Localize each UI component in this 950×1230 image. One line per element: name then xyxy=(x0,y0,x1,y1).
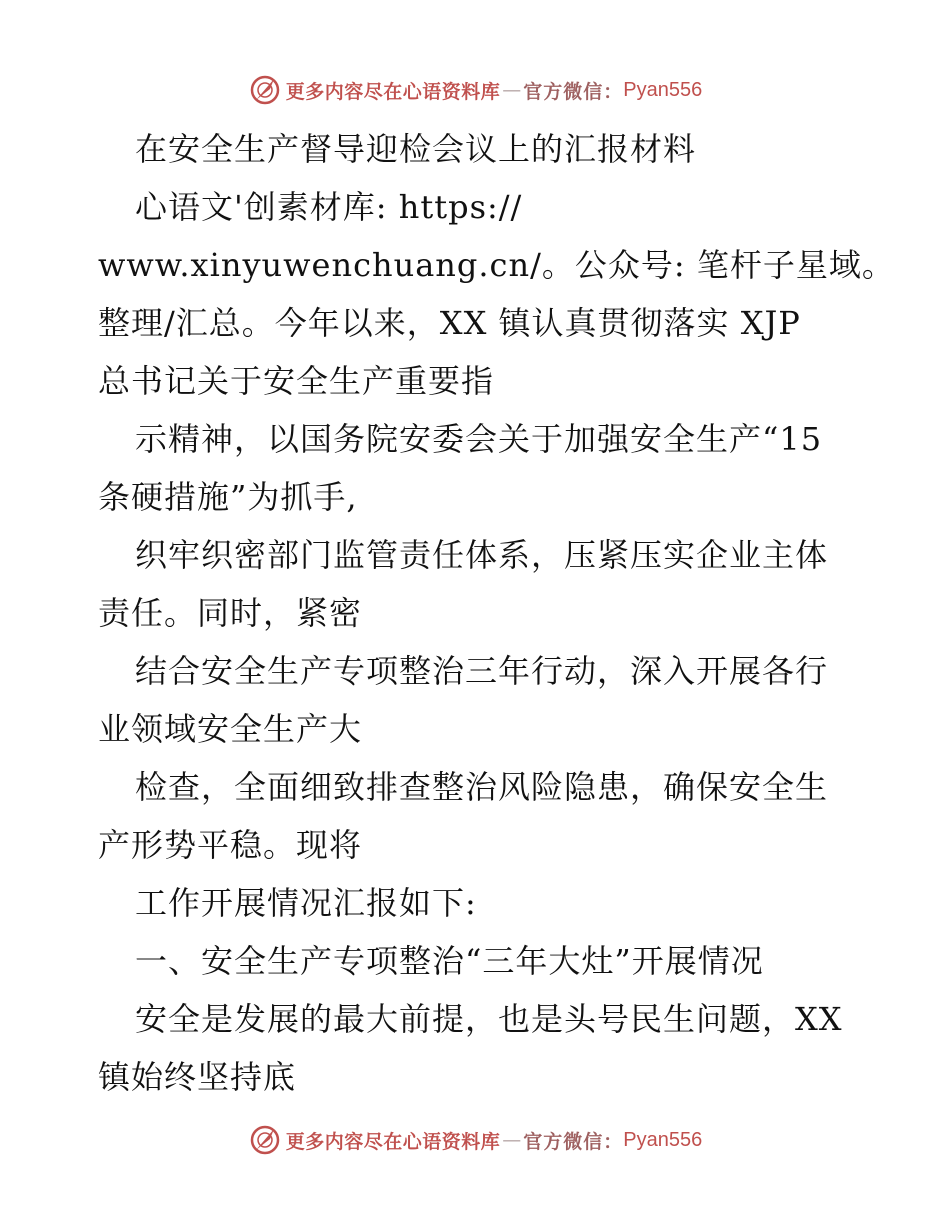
footer-banner-separator: — xyxy=(502,1129,522,1151)
footer-banner-wechat-id: Pyan556 xyxy=(623,1128,703,1151)
document-title: 在安全生产督导迎检会议上的汇报材料 xyxy=(135,130,697,168)
footer-watermark-banner xyxy=(0,1120,950,1160)
header-banner-wechat-label: 官方微信： xyxy=(523,80,624,103)
text-line: 结合安全生产专项整治三年行动，深入开展各行 xyxy=(135,652,829,690)
text-line: www.xinyuwenchuang.cn/。公众号: 笔杆子星域。 xyxy=(98,246,895,284)
text-line: 安全是发展的最大前提，也是头号民生问题，XX xyxy=(135,1000,843,1038)
text-line: 心语文'创素材库: https:// xyxy=(135,188,523,226)
text-line: 总书记关于安全生产重要指 xyxy=(98,362,495,400)
text-line: 业领域安全生产大 xyxy=(98,710,363,748)
header-watermark-banner xyxy=(0,70,950,110)
footer-banner-text: 更多内容尽在心语资料库 xyxy=(285,1130,501,1153)
quill-logo-icon xyxy=(248,1123,282,1157)
text-line: 示精神，以国务院安委会关于加强安全生产“15 xyxy=(135,420,823,458)
text-line: 工作开展情况汇报如下: xyxy=(135,884,477,922)
footer-banner-wechat-label: 官方微信： xyxy=(523,1130,624,1153)
quill-logo-icon xyxy=(248,73,282,107)
header-banner-separator: — xyxy=(502,79,522,101)
text-line: 镇始终坚持底 xyxy=(98,1058,297,1096)
text-line: 条硬措施”为抓手, xyxy=(98,478,358,516)
section-heading: 一、安全生产专项整治“三年大灶”开展情况 xyxy=(135,942,764,980)
text-line: 织牢织密部门监管责任体系，压紧压实企业主体 xyxy=(135,536,829,574)
text-line: 检查，全面细致排查整治风险隐患，确保安全生 xyxy=(135,768,829,806)
header-banner-wechat-id: Pyan556 xyxy=(623,78,703,101)
text-line: 整理/汇总。今年以来，XX 镇认真贯彻落实 XJP xyxy=(98,304,801,342)
text-line: 产形势平稳。现将 xyxy=(98,826,363,864)
text-line: 责任。同时，紧密 xyxy=(98,594,363,632)
header-banner-text: 更多内容尽在心语资料库 xyxy=(285,80,501,103)
document-body xyxy=(98,120,895,1106)
